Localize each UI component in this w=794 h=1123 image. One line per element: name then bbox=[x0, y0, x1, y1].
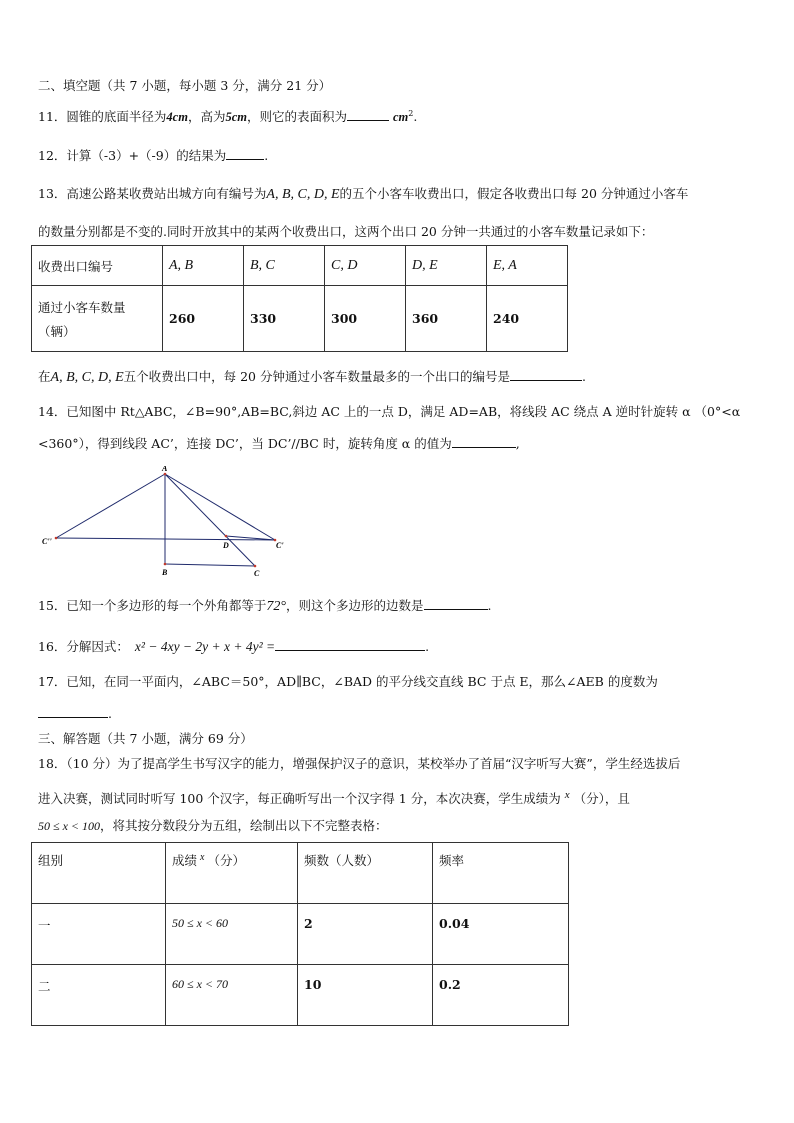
table-cell: 0.2 bbox=[433, 965, 569, 1026]
section-heading-solutions: 三、解答题（共 7 小题，满分 69 分） bbox=[38, 731, 253, 746]
label-c2: C'' bbox=[42, 537, 52, 546]
table-cell: 260 bbox=[163, 286, 244, 352]
question-12: 12．计算（-3）+（-9）的结果为 . bbox=[38, 148, 269, 163]
table-cell: A, B bbox=[163, 246, 244, 286]
table-header-cell: 收费出口编号 bbox=[32, 246, 163, 286]
question-13-prompt: 在A, B, C, D, E五个收费出口中，每 20 分钟通过小客车数量最多的一个出口的编号是 . bbox=[38, 369, 586, 385]
point-c bbox=[254, 565, 257, 568]
question-11: 11．圆锥的底面半径为4cm，高为5cm，则它的表面积为 $cm^2$. bbox=[38, 109, 418, 125]
table-row bbox=[32, 286, 568, 352]
answer-blank bbox=[226, 146, 264, 160]
answer-blank bbox=[38, 704, 108, 718]
question-18-line-2: 进入决赛，测试同时听写 100 个汉字，每正确听写出一个汉字得 1 分，本次决赛，学生成绩为 x （分），且 bbox=[38, 789, 630, 807]
toll-exit-table bbox=[31, 245, 568, 352]
table-cell: 60 ≤ x < 70 bbox=[166, 965, 298, 1026]
label-c1: C' bbox=[276, 541, 284, 550]
score-frequency-table bbox=[31, 842, 569, 1026]
answer-blank bbox=[424, 596, 488, 610]
table-cell: 240 bbox=[487, 286, 568, 352]
table-header-cell: 组别 bbox=[32, 843, 166, 904]
question-17-line-2: . bbox=[38, 704, 112, 722]
table-cell: 360 bbox=[406, 286, 487, 352]
table-cell: 二 bbox=[32, 965, 166, 1026]
table-header-cell: 频率 bbox=[433, 843, 569, 904]
table-row bbox=[32, 246, 568, 286]
point-b bbox=[164, 563, 167, 566]
point-a bbox=[164, 473, 167, 476]
table-cell: 50 ≤ x < 60 bbox=[166, 904, 298, 965]
question-16: 16．分解因式： x² − 4xy − 2y + x + 4y² = . bbox=[38, 639, 430, 654]
table-header-cell: 通过小客车数量 （辆） bbox=[32, 286, 163, 352]
segment-bc bbox=[165, 564, 255, 566]
section-heading-fill-in: 二、填空题（共 7 小题，每小题 3 分，满分 21 分） bbox=[38, 78, 332, 93]
table-row bbox=[32, 904, 569, 965]
question-17-line-1: 17．已知，在同一平面内，∠ABC＝50°，AD∥BC，∠BAD 的平分线交直线 BC 于点 E，那么∠AEB 的度数为 bbox=[38, 674, 658, 689]
label-d: D bbox=[223, 541, 229, 550]
label-c: C bbox=[254, 569, 260, 578]
table-cell: 300 bbox=[325, 286, 406, 352]
table-cell: B, C bbox=[244, 246, 325, 286]
segment-ac2 bbox=[56, 474, 165, 538]
table-cell: 一 bbox=[32, 904, 166, 965]
question-13-line-2: 的数量分别都是不变的.同时开放其中的某两个收费出口，这两个出口 20 分钟一共通过的小客车数量记录如下： bbox=[38, 224, 654, 239]
question-14-line-2: <360°），得到线段 AC’，连接 DC’，当 DC’//BC 时，旋转角度 α 的值为 , bbox=[38, 436, 520, 451]
table-row bbox=[32, 843, 569, 904]
geometry-figure bbox=[38, 466, 298, 582]
figure-lines bbox=[56, 474, 275, 566]
point-d bbox=[225, 535, 228, 538]
table-cell: 2 bbox=[298, 904, 433, 965]
question-18-line-3: 50 ≤ x < 100，将其按分数段分为五组，绘制出以下不完整表格： bbox=[38, 818, 388, 833]
point-c2 bbox=[55, 537, 58, 540]
question-13-line-1: 13．高速公路某收费站出城方向有编号为A, B, C, D, E的五个小客车收费出口，假定各收费出口每 20 分钟通过小客车 bbox=[38, 186, 689, 202]
table-cell: 330 bbox=[244, 286, 325, 352]
answer-blank bbox=[510, 367, 582, 381]
table-row bbox=[32, 965, 569, 1026]
table-header-cell: 成绩 $^x$ （分） bbox=[166, 843, 298, 904]
question-18-line-1: 18．（10 分）为了提高学生书写汉字的能力，增强保护汉子的意识，某校举办了首届“汉字听写大赛”，学生经选拔后 bbox=[38, 756, 681, 771]
question-15: 15．已知一个多边形的每一个外角都等于72°，则这个多边形的边数是 . bbox=[38, 598, 492, 614]
table-cell: E, A bbox=[487, 246, 568, 286]
label-a: A bbox=[162, 466, 168, 473]
table-cell: 0.04 bbox=[433, 904, 569, 965]
answer-blank bbox=[347, 107, 389, 121]
question-14-line-1: 14．已知图中 Rt△ABC，∠B=90°,AB=BC,斜边 AC 上的一点 D，满足 AD=AB，将线段 AC 绕点 A 逆时针旋转 α （0°<α bbox=[38, 404, 741, 419]
table-cell: C, D bbox=[325, 246, 406, 286]
label-b: B bbox=[162, 568, 168, 577]
table-header-cell: 频数（人数） bbox=[298, 843, 433, 904]
table-cell: D, E bbox=[406, 246, 487, 286]
answer-blank bbox=[452, 434, 516, 448]
answer-blank bbox=[275, 637, 425, 651]
table-cell: 10 bbox=[298, 965, 433, 1026]
